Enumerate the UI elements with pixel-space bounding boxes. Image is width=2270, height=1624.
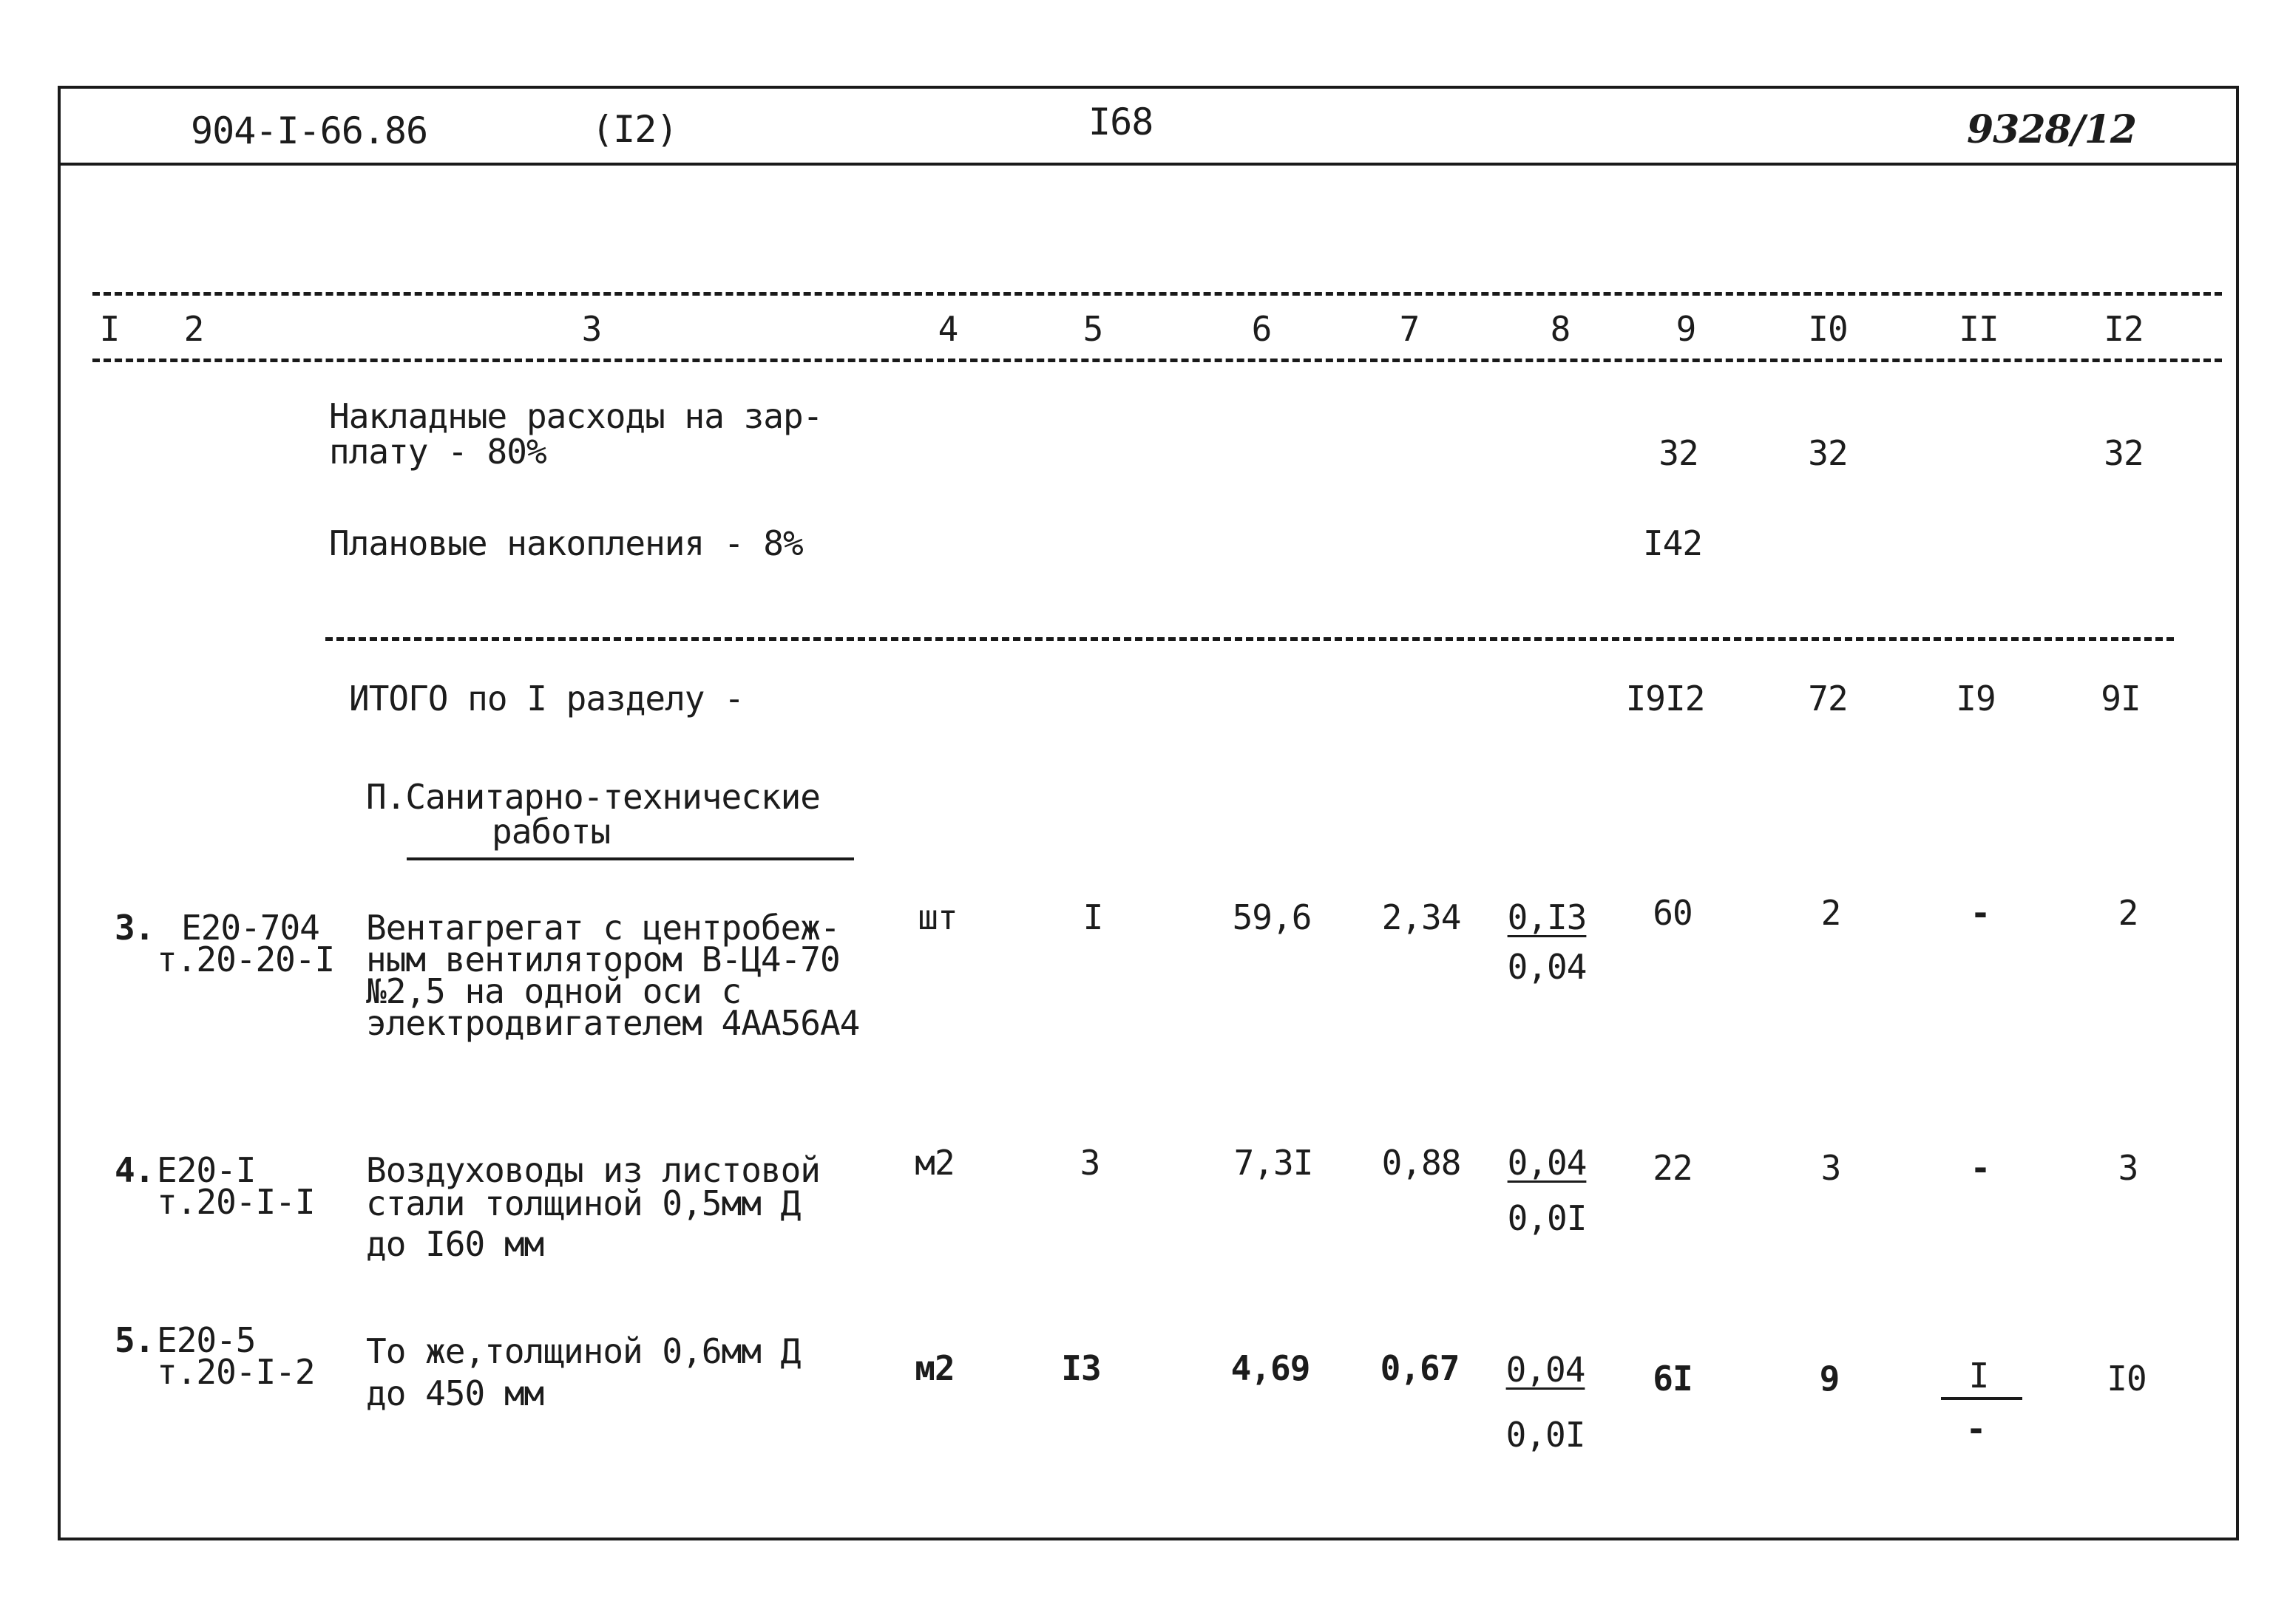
total-col10: 72 bbox=[1808, 679, 1848, 718]
row-description-line: №2,5 на одной оси с bbox=[366, 971, 742, 1011]
row-unit: шт bbox=[918, 897, 958, 937]
row-quantity: I3 bbox=[1061, 1348, 1101, 1388]
row-col8-bottom: 0,04 bbox=[1507, 947, 1587, 987]
row-code: Е20-704 bbox=[181, 908, 319, 948]
row-number: 4. bbox=[115, 1150, 155, 1190]
row-price: 7,3I bbox=[1233, 1143, 1313, 1183]
section-heading-line2: работы bbox=[492, 812, 611, 852]
column-header: I bbox=[99, 309, 120, 349]
row-col12: 3 bbox=[2118, 1148, 2138, 1188]
column-header: I0 bbox=[1808, 309, 1848, 349]
row-col8-bottom: 0,0I bbox=[1507, 1198, 1587, 1238]
row-col11-fraction-bar bbox=[1941, 1397, 2022, 1400]
row-quantity: 3 bbox=[1080, 1143, 1100, 1183]
row-col11: - bbox=[1970, 1148, 1991, 1188]
column-header: II bbox=[1959, 309, 1999, 349]
total-col11: I9 bbox=[1956, 679, 1996, 718]
row-number: 5. bbox=[115, 1320, 155, 1360]
overhead-label-line2: плату - 80% bbox=[329, 432, 546, 472]
row-col11-top: I bbox=[1968, 1356, 1989, 1396]
column-header: 8 bbox=[1550, 309, 1571, 349]
row-col9: 6I bbox=[1653, 1359, 1693, 1399]
overhead-col12: 32 bbox=[2104, 433, 2144, 473]
row-col11-bottom: - bbox=[1965, 1409, 1986, 1449]
overhead-col9: 32 bbox=[1659, 433, 1698, 473]
row-unit: м2 bbox=[915, 1143, 955, 1183]
row-table-ref: т.20-I-I bbox=[157, 1182, 315, 1222]
header-rule bbox=[58, 163, 2239, 166]
row-description-line: Вентагрегат с центробеж- bbox=[366, 908, 840, 948]
row-col8-top: 0,04 bbox=[1505, 1350, 1585, 1390]
column-header: 6 bbox=[1251, 309, 1272, 349]
row-col11: - bbox=[1970, 893, 1991, 933]
row-col12: 2 bbox=[2118, 893, 2138, 933]
row-col8-top: 0,04 bbox=[1507, 1143, 1587, 1183]
row-col10: 9 bbox=[1819, 1359, 1840, 1399]
row-col9: 22 bbox=[1653, 1148, 1693, 1188]
column-header: 5 bbox=[1083, 309, 1103, 349]
row-col7: 0,88 bbox=[1381, 1143, 1461, 1183]
row-description-line: электродвигателем 4АА56А4 bbox=[366, 1003, 860, 1043]
row-price: 59,6 bbox=[1232, 897, 1312, 937]
column-header-bottom-rule bbox=[92, 359, 2222, 362]
album-number: (I2) bbox=[592, 108, 678, 151]
row-code: Е20-5 bbox=[157, 1320, 256, 1360]
column-header: 4 bbox=[938, 309, 958, 349]
row-col12: I0 bbox=[2107, 1359, 2147, 1399]
sheet-number: 9328/12 bbox=[1967, 107, 2137, 152]
row-unit: м2 bbox=[915, 1348, 955, 1388]
row-description-line: до 450 мм bbox=[366, 1373, 544, 1413]
row-description-line: То же,толщиной 0,6мм Д bbox=[366, 1331, 801, 1371]
row-col7: 0,67 bbox=[1380, 1348, 1460, 1388]
page-number: I68 bbox=[1088, 101, 1153, 143]
overhead-label-line1: Накладные расходы на зар- bbox=[329, 396, 823, 436]
column-header: 9 bbox=[1676, 309, 1696, 349]
row-table-ref: т.20-I-2 bbox=[157, 1352, 315, 1392]
row-col9: 60 bbox=[1653, 893, 1693, 933]
section-heading-underline bbox=[407, 857, 854, 860]
row-col10: 2 bbox=[1820, 893, 1841, 933]
row-col8-bottom: 0,0I bbox=[1505, 1415, 1585, 1455]
row-code: Е20-I bbox=[157, 1150, 256, 1190]
row-col8-top: 0,I3 bbox=[1507, 897, 1587, 937]
column-header-top-rule bbox=[92, 292, 2222, 296]
total-label: ИТОГО по I разделу - bbox=[349, 679, 744, 718]
total-col12: 9I bbox=[2101, 679, 2141, 718]
row-price: 4,69 bbox=[1230, 1348, 1310, 1388]
column-header: 2 bbox=[183, 309, 204, 349]
row-col10: 3 bbox=[1820, 1148, 1841, 1188]
column-header: 7 bbox=[1399, 309, 1420, 349]
row-table-ref: т.20-20-I bbox=[157, 940, 335, 979]
planned-col9: I42 bbox=[1642, 523, 1703, 563]
row-number: 3. bbox=[115, 908, 155, 948]
overhead-col10: 32 bbox=[1808, 433, 1848, 473]
planned-label: Плановые накопления - 8% bbox=[329, 523, 803, 563]
row-col7: 2,34 bbox=[1381, 897, 1461, 937]
row-description-line: стали толщиной 0,5мм Д bbox=[366, 1183, 801, 1223]
subtotal-rule bbox=[325, 637, 2174, 641]
doc-code: 904-I-66.86 bbox=[191, 109, 428, 152]
row-description-line: Воздуховоды из листовой bbox=[366, 1150, 820, 1190]
section-heading-line1: П.Санитарно-технические bbox=[366, 777, 820, 817]
row-description-line: до I60 мм bbox=[366, 1224, 544, 1264]
column-header: 3 bbox=[581, 309, 602, 349]
row-quantity: I bbox=[1083, 897, 1103, 937]
column-header: I2 bbox=[2104, 309, 2144, 349]
total-col9: I9I2 bbox=[1625, 679, 1705, 718]
row-description-line: ным вентилятором В-Ц4-70 bbox=[366, 940, 840, 979]
